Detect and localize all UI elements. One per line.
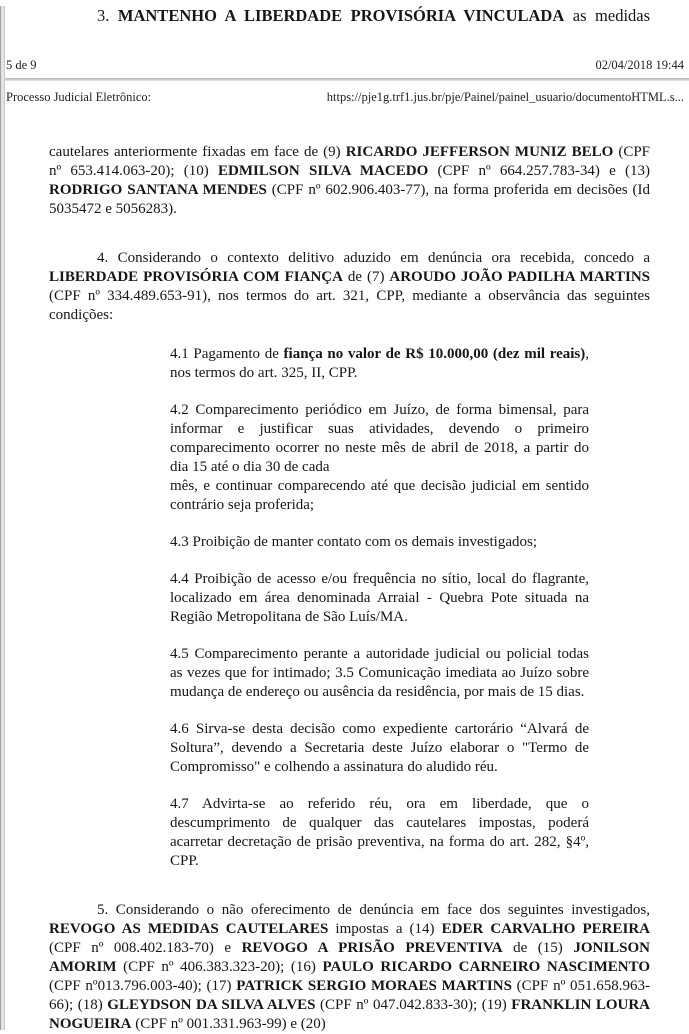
condition-text: 4.6 Sirva-se desta decisão como expediente cartorário “Alvará de Soltura”, devendo a Secretaria deste Juízo elaborar o "Termo de Compromisso" e colhendo a assinatura do aludido réu. <box>170 721 589 775</box>
document-body <box>0 143 689 1034</box>
condition-4-7 <box>170 795 589 871</box>
condition-4-3 <box>170 533 589 552</box>
condition-text: 4.4 Proibição de acesso e/ou frequência no sítio, local do flagrante, localizado em área denominada Arraial - Quebra Pote situada na Região Metropolitana de São Luís/MA. <box>170 571 589 625</box>
paragraph-5: 5. Considerando o não oferecimento de denúncia em face dos seguintes investigados, REVOGO AS MEDIDAS CAUTELARES impostas a (14) EDER CARVALHO PEREIRA (CPF nº 008.402.183-70) e REVOGO A PRISÃO PREVENTIVA de (15) JONILSON AMORIM (CPF nº 406.383.323-20); (16) PAULO RICARDO CARNEIRO NASCIMENTO (CPF nº013.796.003-40); (17) PATRICK SERGIO MORAES MARTINS (CPF nº 051.658.963-66); (18) GLEYDSON DA SILVA ALVES (CPF nº 047.042.833-30); (19) FRANKLIN LOURA NOGUEIRA (CPF nº 001.331.963-99) e (20) <box>49 902 651 1032</box>
page-header <box>6 90 684 105</box>
page-edge <box>0 6 5 1030</box>
condition-4-6 <box>170 720 589 777</box>
document-viewport <box>0 6 689 1030</box>
header-label: Processo Judicial Eletrônico: <box>6 90 152 104</box>
condition-text: 4.7 Advirta-se ao referido réu, ora em liberdade, que o descumprimento de qualquer das cautelares impostas, poderá acarretar decretação de prisão preventiva, na forma do art. 282, §4º, CPP. <box>170 796 589 869</box>
condition-text: 4.5 Comparecimento perante a autoridade judicial ou policial todas as vezes que for intimado; 3.5 Comunicação imediata ao Juízo sobre mudança de endereço ou ausência da residência, por mais de 15 dias. <box>170 646 589 700</box>
timestamp: 02/04/2018 19:44 <box>595 58 684 72</box>
paragraph-3-fragment: 3. MANTENHO A LIBERDADE PROVISÓRIA VINCULADA as medidas <box>97 6 651 25</box>
page-divider <box>0 78 689 81</box>
condition-text: 4.1 Pagamento de fiança no valor de R$ 10.000,00 (dez mil reais), nos termos do art. 325, II, CPP. <box>170 346 589 381</box>
header-url: https://pje1g.trf1.jus.br/pje/Painel/painel_usuario/documentoHTML.s... <box>326 90 684 104</box>
condition-4-5 <box>170 645 589 702</box>
condition-4-4 <box>170 570 589 627</box>
condition-4-1 <box>170 345 589 383</box>
condition-text: 4.3 Proibição de manter contato com os demais investigados; <box>170 534 538 550</box>
page-number: 5 de 9 <box>6 58 37 72</box>
paragraph-4: 4. Considerando o contexto delitivo aduzido em denúncia ora recebida, concedo a LIBERDADE PROVISÓRIA COM FIANÇA de (7) AROUDO JOÃO PADILHA MARTINS (CPF nº 334.489.653-91), nos termos do art. 321, CPP, mediante a observância das seguintes condições: <box>49 250 650 323</box>
condition-text: mês, e continuar comparecendo até que decisão judicial em sentido contrário seja proferida; <box>170 478 589 513</box>
condition-text: 4.2 Comparecimento periódico em Juízo, de forma bimensal, para informar e justificar suas atividades, devendo o primeiro comparecimento ocorrer no neste mês de abril de 2018, a partir do dia 15 até o dia 30 de cada <box>170 402 589 475</box>
paragraph-continuation: cautelares anteriormente fixadas em face de (9) RICARDO JEFFERSON MUNIZ BELO (CPF nº 653.414.063-20); (10) EDMILSON SILVA MACEDO (CPF nº 664.257.783-34) e (13) RODRIGO SANTANA MENDES (CPF nº 602.906.403-77), na forma proferida em decisões (Id 5035472 e 5056283). <box>49 144 651 217</box>
condition-4-2 <box>170 401 589 515</box>
page-footer <box>6 58 684 73</box>
